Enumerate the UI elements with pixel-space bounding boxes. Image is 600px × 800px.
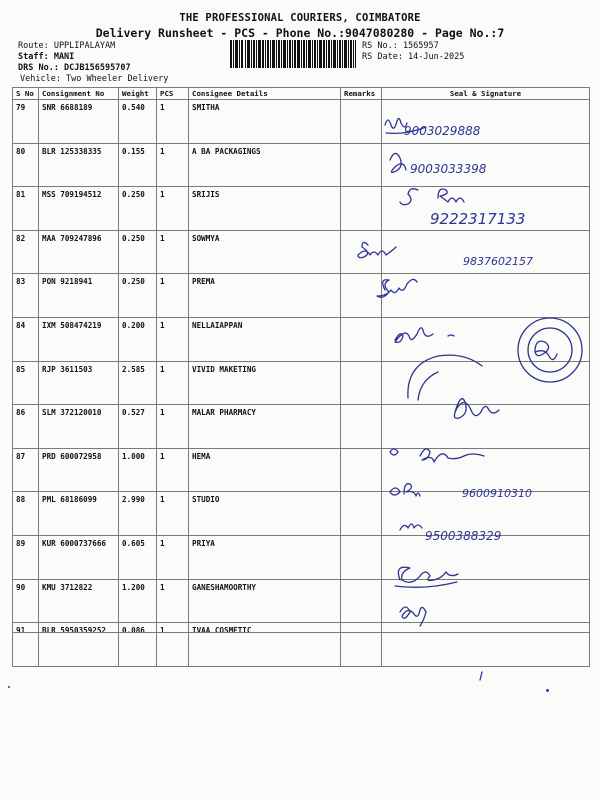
cell-seal-signature — [382, 230, 590, 274]
cell-pcs: 1 — [157, 579, 189, 623]
runsheet-subtitle: Delivery Runsheet - PCS - Phone No.:9047080280 - Page No.:7 — [95, 26, 505, 40]
cell-consignee: A BA PACKAGINGS — [189, 143, 341, 187]
cell-remarks — [341, 274, 382, 318]
cell-weight: 0.605 — [119, 535, 157, 579]
signature-80-phone: 9003033398 — [410, 162, 487, 176]
cell-weight: 0.250 — [119, 187, 157, 231]
col-consignee: Consignee Details — [189, 88, 341, 100]
cell-remarks — [341, 187, 382, 231]
cell-consignment-no: BLR 125338335 — [39, 143, 119, 187]
staff-text: Staff: MANI — [18, 52, 75, 62]
table-row — [13, 230, 590, 274]
cell-consignment-no: KMU 3712822 — [39, 579, 119, 623]
cell-consignee: SMITHA — [189, 100, 341, 144]
ink-dot — [546, 689, 549, 692]
cell-pcs: 1 — [157, 405, 189, 449]
cell-consignment-no: IXM 508474219 — [39, 317, 119, 361]
cell-sno: 79 — [13, 100, 39, 144]
cell-consignee: VIVID MAKETING — [189, 361, 341, 405]
cell-weight: 0.250 — [119, 274, 157, 318]
table-row — [13, 535, 590, 579]
cell-remarks — [341, 317, 382, 361]
cell-remarks — [341, 579, 382, 623]
signature-82-phone: 9837602157 — [463, 255, 533, 268]
cell-sno: 85 — [13, 361, 39, 405]
cell-consignee: NELLAIAPPAN — [189, 317, 341, 361]
cell-consignment-no: PRD 600072958 — [39, 448, 119, 492]
cell-sno: 81 — [13, 187, 39, 231]
col-sno: S No — [13, 88, 39, 100]
cell-remarks — [341, 535, 382, 579]
cell-sno: 91 — [13, 623, 39, 667]
cell-consignment-no: PON 9218941 — [39, 274, 119, 318]
table-row — [13, 405, 590, 449]
cell-weight: 2.585 — [119, 361, 157, 405]
cell-seal-signature — [382, 579, 590, 623]
cell-sno: 90 — [13, 579, 39, 623]
ink-dot — [8, 686, 10, 688]
stray-mark — [480, 672, 482, 680]
table-row — [13, 187, 590, 231]
cell-consignment-no: MSS 709194512 — [39, 187, 119, 231]
cell-seal-signature — [382, 535, 590, 579]
cell-remarks — [341, 623, 382, 667]
table-row — [13, 274, 590, 318]
cell-weight: 0.200 — [119, 317, 157, 361]
cell-consignee: GANESHAMOORTHY — [189, 579, 341, 623]
cell-seal-signature — [382, 143, 590, 187]
cell-remarks — [341, 448, 382, 492]
signature-88-phone: 9600910310 — [462, 487, 532, 500]
table-row — [13, 317, 590, 361]
cell-consignee: MALAR PHARMACY — [189, 405, 341, 449]
cell-pcs: 1 — [157, 230, 189, 274]
drs-text: DRS No.: DCJB156595707 — [18, 63, 131, 73]
cell-consignee: STUDIO — [189, 492, 341, 536]
table-row — [13, 143, 590, 187]
cell-consignee: SRIJIS — [189, 187, 341, 231]
cell-sno: 82 — [13, 230, 39, 274]
signature-79-phone: 9003029888 — [404, 124, 481, 138]
col-remarks: Remarks — [341, 88, 382, 100]
runsheet-table — [12, 87, 590, 667]
table-row — [13, 492, 590, 536]
cell-remarks — [341, 230, 382, 274]
cell-consignment-no: PML 68186099 — [39, 492, 119, 536]
cell-seal-signature — [382, 274, 590, 318]
rs-no-label: RS No.: 1565957 — [362, 41, 439, 51]
table-row — [13, 361, 590, 405]
cell-seal-signature — [382, 100, 590, 144]
table-end-rule — [12, 632, 589, 633]
cell-seal-signature — [382, 492, 590, 536]
cell-pcs: 1 — [157, 361, 189, 405]
col-pcs: PCS — [157, 88, 189, 100]
cell-consignment-no: BLR 5950359252 — [39, 623, 119, 667]
table-row — [13, 579, 590, 623]
rs-date-label: RS Date: 14-Jun-2025 — [362, 52, 465, 62]
cell-weight: 0.086 — [119, 623, 157, 667]
barcode — [230, 40, 356, 68]
cell-remarks — [341, 143, 382, 187]
table-header-row — [13, 88, 590, 100]
cell-consignment-no: RJP 3611503 — [39, 361, 119, 405]
cell-sno: 89 — [13, 535, 39, 579]
company-title: THE PROFESSIONAL COURIERS, COIMBATORE — [179, 12, 421, 24]
cell-weight: 0.540 — [119, 100, 157, 144]
cell-weight: 0.527 — [119, 405, 157, 449]
cell-consignment-no: SLM 372120010 — [39, 405, 119, 449]
cell-seal-signature — [382, 361, 590, 405]
cell-remarks — [341, 100, 382, 144]
cell-pcs: 1 — [157, 274, 189, 318]
cell-remarks — [341, 361, 382, 405]
cell-pcs: 1 — [157, 492, 189, 536]
cell-consignment-no: KUR 6000737666 — [39, 535, 119, 579]
cell-consignee: IVAA COSMETIC — [189, 623, 341, 667]
cell-seal-signature — [382, 317, 590, 361]
cell-weight: 0.155 — [119, 143, 157, 187]
cell-consignee: PREMA — [189, 274, 341, 318]
cell-consignee: PRIYA — [189, 535, 341, 579]
signature-89-phone: 9500388329 — [425, 529, 502, 543]
cell-consignment-no: SNR 6688189 — [39, 100, 119, 144]
vehicle-label: Vehicle: Two Wheeler Delivery — [20, 74, 169, 84]
cell-pcs: 1 — [157, 317, 189, 361]
cell-pcs: 1 — [157, 448, 189, 492]
staff-label — [18, 52, 74, 62]
cell-remarks — [341, 492, 382, 536]
col-weight: Weight — [119, 88, 157, 100]
col-consignment-no: Consignment No — [39, 88, 119, 100]
cell-consignment-no: MAA 709247896 — [39, 230, 119, 274]
route-label: Route: UPPLIPALAYAM — [18, 41, 116, 51]
table-row — [13, 100, 590, 144]
drs-label — [18, 63, 131, 73]
cell-weight: 0.250 — [119, 230, 157, 274]
cell-seal-signature — [382, 448, 590, 492]
cell-seal-signature — [382, 405, 590, 449]
cell-sno: 88 — [13, 492, 39, 536]
cell-consignee: SOWMYA — [189, 230, 341, 274]
table-row — [13, 623, 590, 667]
cell-sno: 86 — [13, 405, 39, 449]
cell-sno: 80 — [13, 143, 39, 187]
cell-seal-signature — [382, 623, 590, 667]
col-seal-signature: Seal & Signature — [382, 88, 590, 100]
cell-consignee: HEMA — [189, 448, 341, 492]
cell-pcs: 1 — [157, 100, 189, 144]
signature-81-phone: 9222317133 — [430, 210, 526, 228]
cell-remarks — [341, 405, 382, 449]
cell-sno: 84 — [13, 317, 39, 361]
cell-weight: 1.200 — [119, 579, 157, 623]
table-row — [13, 448, 590, 492]
cell-weight: 2.990 — [119, 492, 157, 536]
cell-seal-signature — [382, 187, 590, 231]
cell-pcs: 1 — [157, 143, 189, 187]
cell-pcs: 1 — [157, 187, 189, 231]
cell-pcs: 1 — [157, 623, 189, 667]
cell-pcs: 1 — [157, 535, 189, 579]
cell-sno: 87 — [13, 448, 39, 492]
cell-weight: 1.000 — [119, 448, 157, 492]
cell-sno: 83 — [13, 274, 39, 318]
